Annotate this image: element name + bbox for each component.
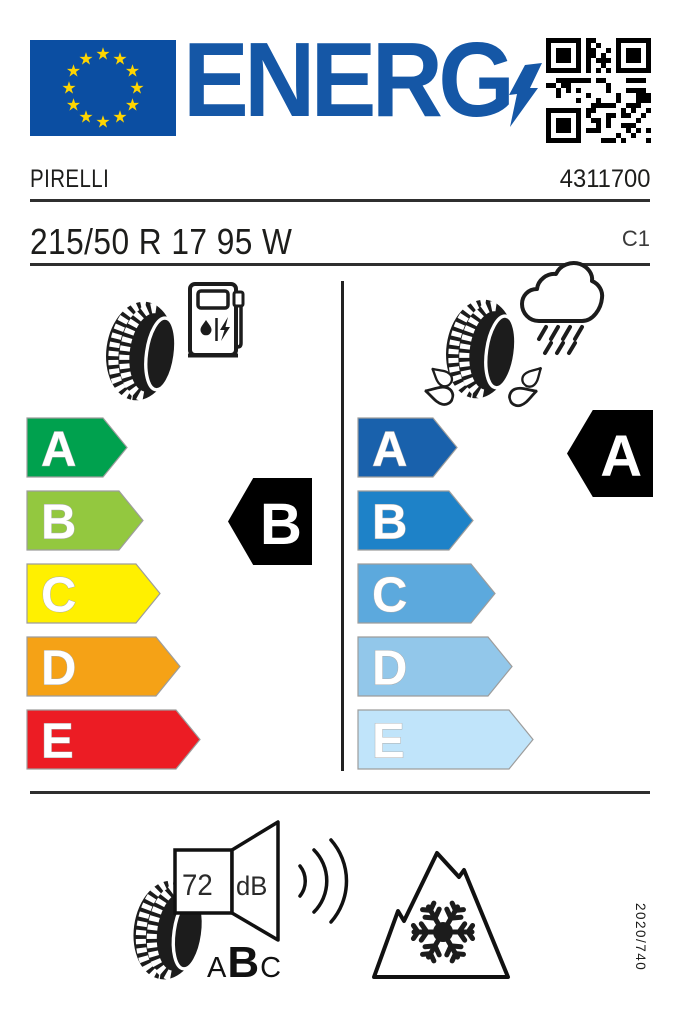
scale-bar-letter: A xyxy=(372,422,408,477)
rating-letter: B xyxy=(259,492,302,557)
eu-star-icon: ★ xyxy=(61,78,77,98)
eu-star-icon: ★ xyxy=(129,78,145,98)
eu-star-icon: ★ xyxy=(124,61,141,81)
noise-value: 72 xyxy=(182,869,213,902)
scale-bar-letter: D xyxy=(41,641,77,696)
fuel-efficiency-scale xyxy=(27,418,312,769)
fuel-efficiency-icon xyxy=(100,284,243,405)
eu-star-icon: ★ xyxy=(112,107,128,127)
wet-grip-scale xyxy=(358,410,653,769)
eu-star-icon: ★ xyxy=(65,61,82,81)
eu-star-icon: ★ xyxy=(78,49,94,69)
mountain-icon xyxy=(374,853,508,977)
fuel-pump-icon xyxy=(188,284,243,358)
scale-bar-letter: B xyxy=(41,495,77,550)
tyre-vehicle-class: C1 xyxy=(621,226,650,251)
eu-star-icon: ★ xyxy=(95,44,111,64)
supplier-name: PIRELLI xyxy=(30,165,110,193)
snow-grip-icon xyxy=(374,853,508,977)
noise-class-letter: B xyxy=(227,938,261,987)
scale-bar-letter: E xyxy=(41,714,74,769)
scale-bar-letter: E xyxy=(372,714,405,769)
noise-unit: dB xyxy=(236,871,268,901)
scale-bar-letter: A xyxy=(41,422,77,477)
eu-star-icon: ★ xyxy=(78,107,94,127)
tyre-icon xyxy=(440,295,522,403)
rain-cloud-icon xyxy=(522,263,602,353)
scale-bar-letter: D xyxy=(372,641,408,696)
eu-star-icon: ★ xyxy=(124,95,141,115)
energ-logo-text: ENERG xyxy=(183,21,511,139)
noise-class-letter: C xyxy=(260,952,283,984)
regulation-number: 2020/740 xyxy=(633,903,648,972)
eu-star-icon: ★ xyxy=(65,95,82,115)
tyre-designation: 215/50 R 17 95 W xyxy=(30,221,293,262)
scale-bar-letter: C xyxy=(41,568,77,623)
eu-star-icon: ★ xyxy=(95,112,111,132)
sound-waves-icon xyxy=(300,840,346,922)
wet-grip-icon xyxy=(423,263,602,408)
noise-class-letter: A xyxy=(207,952,228,984)
eu-star-icon: ★ xyxy=(112,49,128,69)
type-identifier: 4311700 xyxy=(559,165,650,193)
tyre-icon xyxy=(100,297,182,405)
scale-bar-letter: B xyxy=(372,495,408,550)
rating-letter: A xyxy=(600,424,643,489)
noise-class-scale xyxy=(207,938,283,987)
scale-bar-letter: C xyxy=(372,568,408,623)
